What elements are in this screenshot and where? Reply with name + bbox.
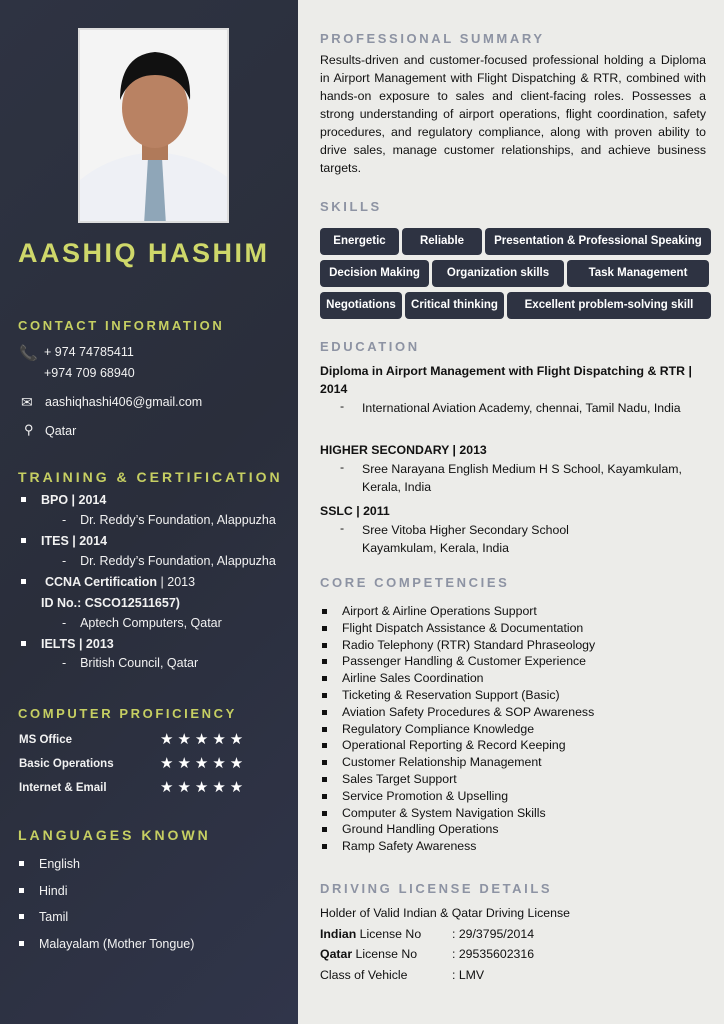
training-title: BPO | 2014 xyxy=(41,493,107,507)
competencies-heading: CORE COMPETENCIES xyxy=(320,575,510,590)
candidate-name: AASHIQ HASHIM xyxy=(18,238,270,268)
training-title: ITES | 2014 xyxy=(41,534,108,548)
license-number: : 29535602316 xyxy=(452,947,535,961)
education-title: SSLC | 2011 xyxy=(320,504,390,518)
training-id: ID No.: CSCO12511657) xyxy=(41,596,180,610)
skill-label: Internet & Email xyxy=(19,782,107,794)
contact-heading: CONTACT INFORMATION xyxy=(18,318,225,333)
skill-chip: Task Management xyxy=(567,260,709,287)
list-item: Passenger Handling & Customer Experience xyxy=(320,654,595,671)
field-label: License No xyxy=(356,927,422,941)
summary-heading: PROFESSIONAL SUMMARY xyxy=(320,31,545,46)
driving-intro: Holder of Valid Indian & Qatar Driving License xyxy=(320,906,570,920)
education-school: International Aviation Academy, chennai, Tamil Nadu, India xyxy=(362,401,681,415)
profile-photo xyxy=(78,28,229,223)
main-content: PROFESSIONAL SUMMARY Results-driven and customer-focused professional holding a Diploma in Airport Management with Flight Dispatching & RTR, combined with hands-on exposure to sales and client-facing roles. Possesses a strong understanding of airport operations, flight coordination, safety procedures, and regulatory compliance, along with proven ability to drive sales, manage customer relationships, and achieve business targets. SKILLS Energetic Reliable Presentation & Professional Speaking Decision Making Organization skills Task Management Negotiations Critical thinking Excellent problem-solving skill EDUCATION Diploma in Airport Management with Flight Dispatching & RTR | 2014 - International Aviation Academy, chennai, Tamil Nadu, India HIGHER SECONDARY | 2013 - Sree Narayana English Medium H S School, Kayamkulam, Kerala, India SSLC | 2011 - Sree Vitoba Higher Secondary School Kayamkulam, Kerala, India CORE COMPETENCIES Airport & Airline Operations Support Flight Dispatch Assistance & Documentation Radio Telephony (RTR) Standard Phraseology Passenger Handling & Customer Experience Airline Sales Coordination Ticketing & Reservation Support (Basic) Aviation Safety Procedures & SOP Awareness Regulatory Compliance Knowledge Operational Reporting & Record Keeping Customer Relationship Management Sales Target Support Service Promotion & Upselling Computer & System Navigation Skills Ground Handling Operations Ramp Safety Awareness DRIVING LICENSE DETAILS Holder of Valid Indian & Qatar Driving License Indian License No : 29/3795/2014 Qatar License No : 29535602316 Class of Vehicle : LMV xyxy=(300,0,724,1024)
training-title: IELTS | 2013 xyxy=(41,637,114,651)
field-label: Class of Vehicle xyxy=(320,968,408,982)
skill-chip: Energetic xyxy=(320,228,399,255)
mail-icon: ✉ xyxy=(21,394,33,410)
country: Qatar xyxy=(320,947,353,961)
vehicle-class: : LMV xyxy=(452,968,485,982)
education-heading: EDUCATION xyxy=(320,339,420,354)
field-label: License No xyxy=(352,947,418,961)
skill-chip: Decision Making xyxy=(320,260,429,287)
education-school: Sree Vitoba Higher Secondary School Kayamkulam, Kerala, India xyxy=(362,523,569,555)
list-item: Ramp Safety Awareness xyxy=(320,839,595,856)
skill-chip: Organization skills xyxy=(432,260,564,287)
skill-chip: Excellent problem-solving skill xyxy=(507,292,711,319)
list-item: Service Promotion & Upselling xyxy=(320,789,595,806)
training-org: Dr. Reddy’s Foundation, Alappuzha xyxy=(80,554,276,568)
sidebar: AASHIQ HASHIM CONTACT INFORMATION 📞 + 974 74785411 +974 709 68940 ✉ aashiqhashi406@gmail.com ⚲ Qatar TRAINING & CERTIFICATION BPO | 2014 - Dr. Reddy’s Foundation, Alappuzha ITES | 2014 - Dr. Reddy’s Foundation, Alappuzha CCNA Certification | 2013 ID No.: CSCO12511657) - Aptech Computers, Qatar IELTS | 2013 - British Council, Qatar COMPUTER PROFICIENCY MS Office ★★★★★ Basic Operations ★★★★★ Internet & Email ★★★★★ LANGUAGES KNOWN English Hindi Tamil Malayalam (Mother Tongue) xyxy=(0,0,298,1024)
skill-label: MS Office xyxy=(19,734,73,746)
skill-chip: Presentation & Professional Speaking xyxy=(485,228,711,255)
list-item: Computer & System Navigation Skills xyxy=(320,806,595,823)
skill-chip: Reliable xyxy=(402,228,482,255)
list-item: Flight Dispatch Assistance & Documentation xyxy=(320,621,595,638)
skill-label: Basic Operations xyxy=(19,758,114,770)
country: Indian xyxy=(320,927,357,941)
phone-icon: 📞 xyxy=(19,345,38,362)
computer-heading: COMPUTER PROFICIENCY xyxy=(18,706,237,721)
language: Malayalam (Mother Tongue) xyxy=(39,937,195,951)
star-rating: ★★★★★ xyxy=(160,731,248,748)
training-title: CCNA Certification xyxy=(45,575,158,589)
list-item: Airline Sales Coordination xyxy=(320,671,595,688)
email: aashiqhashi406@gmail.com xyxy=(45,395,203,409)
skill-chip: Negotiations xyxy=(320,292,402,319)
license-number: : 29/3795/2014 xyxy=(452,927,535,941)
list-item: Sales Target Support xyxy=(320,772,595,789)
list-item: Regulatory Compliance Knowledge xyxy=(320,722,595,739)
summary-text: Results-driven and customer-focused professional holding a Diploma in Airport Management with Flight Dispatching & RTR, combined with hands-on exposure to sales and client-facing roles. Possesses a strong understanding of airport operations, flight coordination, safety procedures, and regulatory compliance, along with proven ability to drive sales, manage customer relationships, and achieve business targets. xyxy=(320,53,706,175)
skills-list xyxy=(320,228,714,324)
training-org: Aptech Computers, Qatar xyxy=(80,616,222,630)
list-item: Ground Handling Operations xyxy=(320,822,595,839)
training-year: | 2013 xyxy=(160,575,196,589)
list-item: Airport & Airline Operations Support xyxy=(320,604,595,621)
star-rating: ★★★★★ xyxy=(160,755,248,772)
list-item: Aviation Safety Procedures & SOP Awareness xyxy=(320,705,595,722)
skills-heading: SKILLS xyxy=(320,199,382,214)
training-org: Dr. Reddy’s Foundation, Alappuzha xyxy=(80,513,276,527)
education-school: Sree Narayana English Medium H S School, Kayamkulam, Kerala, India xyxy=(362,462,682,494)
competencies-list xyxy=(320,604,595,856)
driving-heading: DRIVING LICENSE DETAILS xyxy=(320,881,553,896)
skill-chip: Critical thinking xyxy=(405,292,504,319)
phone-2: +974 709 68940 xyxy=(44,366,135,380)
education-title: HIGHER SECONDARY | 2013 xyxy=(320,443,487,457)
training-heading: TRAINING & CERTIFICATION xyxy=(18,469,283,485)
location: Qatar xyxy=(45,424,77,438)
location-pin-icon: ⚲ xyxy=(24,422,34,437)
list-item: Ticketing & Reservation Support (Basic) xyxy=(320,688,595,705)
language: English xyxy=(39,857,80,871)
list-item: Radio Telephony (RTR) Standard Phraseology xyxy=(320,638,595,655)
languages-heading: LANGUAGES KNOWN xyxy=(18,827,211,843)
education-title: Diploma in Airport Management with Flight Dispatching & RTR | 2014 xyxy=(320,364,692,396)
language: Hindi xyxy=(39,884,68,898)
list-item: Operational Reporting & Record Keeping xyxy=(320,738,595,755)
star-rating: ★★★★★ xyxy=(160,779,248,796)
training-org: British Council, Qatar xyxy=(80,656,199,670)
language: Tamil xyxy=(39,910,69,924)
list-item: Customer Relationship Management xyxy=(320,755,595,772)
phone-1: + 974 74785411 xyxy=(44,345,134,359)
